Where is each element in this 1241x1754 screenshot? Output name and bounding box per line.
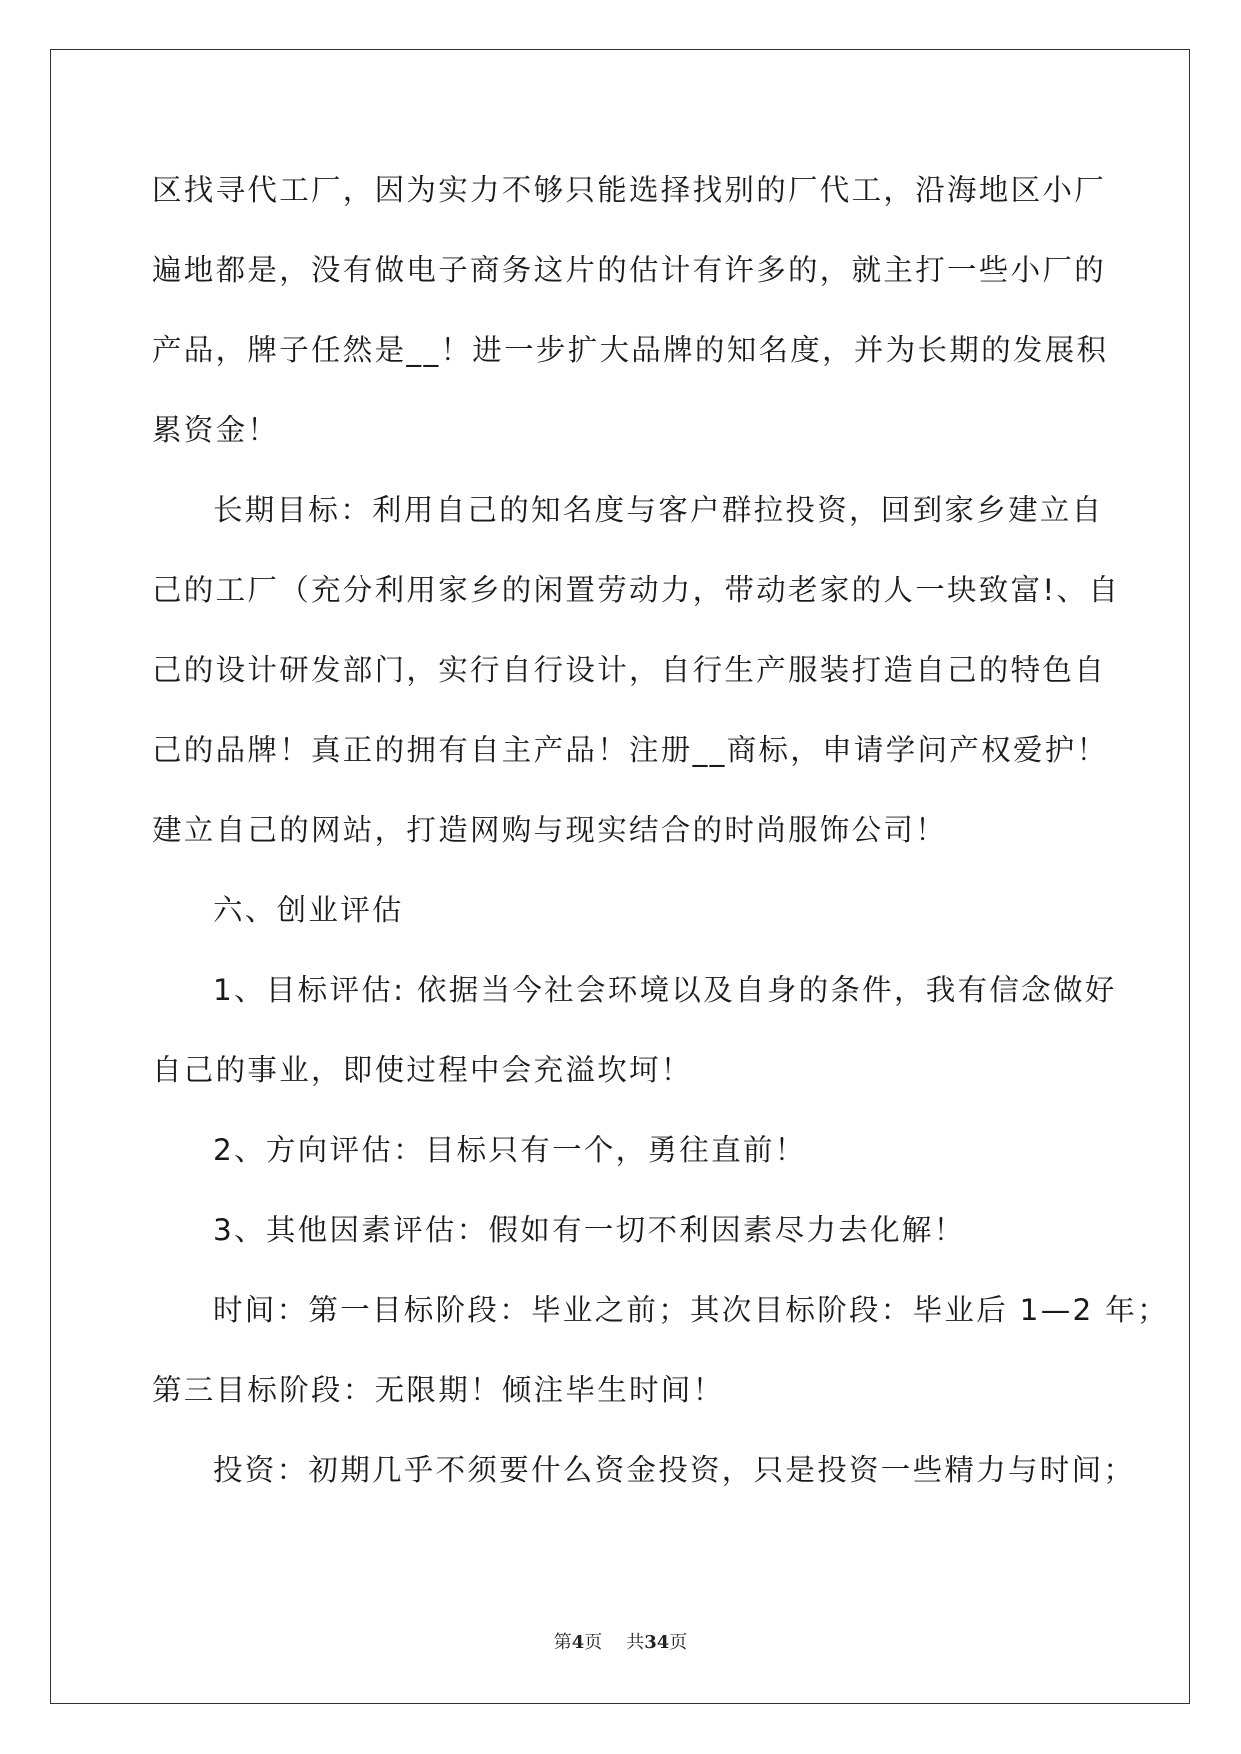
footer-prefix: 第 [553,1632,572,1653]
text-line: 产品，牌子任然是__！进一步扩大品牌的知名度，并为长期的发展积 [152,333,1109,367]
page-number: 4 [571,1632,585,1653]
text-line: 累资金！ [152,413,280,447]
paragraph-start: 1、目标评估: 依据当今社会环境以及自身的条件，我有信念做好 [213,973,1117,1007]
text-line: 第三目标阶段：无限期！倾注毕生时间！ [152,1373,725,1407]
paragraph-start: 2、方向评估：目标只有一个，勇往直前！ [213,1133,807,1167]
text-line: 己的设计研发部门，实行自行设计，自行生产服装打造自己的特色自 [152,653,1107,687]
footer-page-suffix: 页 [584,1632,603,1653]
paragraph-start: 投资：初期几乎不须要什么资金投资，只是投资一些精力与时间； [213,1453,1136,1487]
document-body [152,150,1169,1510]
total-pages: 34 [644,1632,670,1653]
paragraph-start: 长期目标：利用自己的知名度与客户群拉投资，回到家乡建立自 [213,493,1104,527]
text-line: 自己的事业，即使过程中会充溢坎坷！ [152,1053,693,1087]
text-line: 区找寻代工厂，因为实力不够只能选择找别的厂代工，沿海地区小厂 [152,173,1107,207]
text-line: 遍地都是，没有做电子商务这片的估计有许多的，就主打一些小厂的 [152,253,1107,287]
page-footer [0,1628,1241,1654]
section-heading: 六、创业评估 [213,893,404,927]
paragraph-start: 3、其他因素评估：假如有一切不利因素尽力去化解！ [213,1213,966,1247]
text-line: 己的工厂（充分利用家乡的闲置劳动力，带动老家的人一块致富!、自 [152,573,1121,607]
text-line: 己的品牌！真正的拥有自主产品！注册__商标，申请学问产权爱护！ [152,733,1109,767]
footer-total-prefix: 共 [626,1632,645,1653]
text-line: 建立自己的网站，打造网购与现实结合的时尚服饰公司！ [152,813,948,847]
paragraph-start: 时间：第一目标阶段：毕业之前；其次目标阶段：毕业后 1—2 年； [213,1293,1169,1327]
footer-total-suffix: 页 [669,1632,688,1653]
